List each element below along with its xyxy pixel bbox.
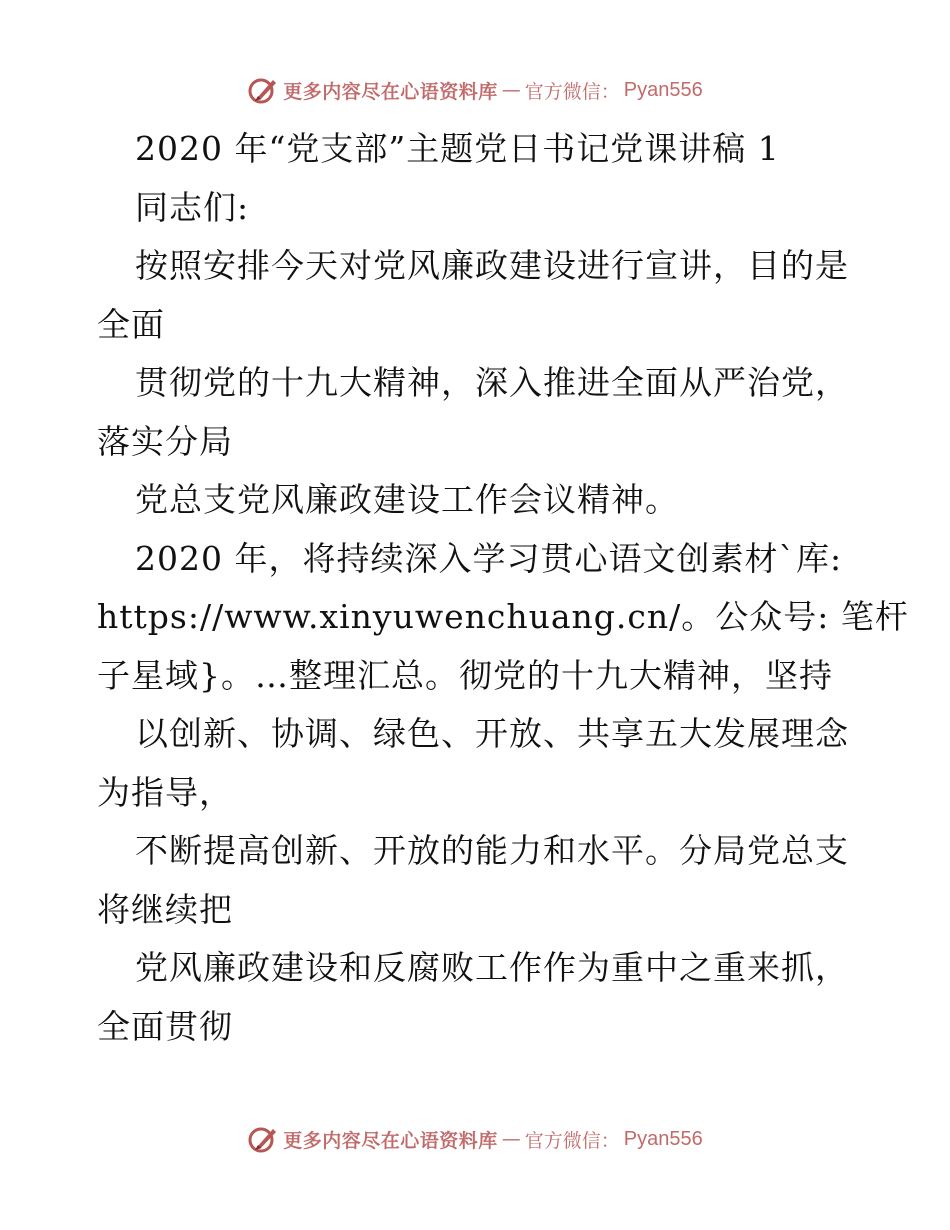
text-line: 全面 <box>97 304 165 344</box>
text-line: 不断提高创新、开放的能力和水平。分局党总支 <box>135 831 849 870</box>
text-line: 落实分局 <box>97 421 233 461</box>
text-line: 贯彻党的十九大精神，深入推进全面从严治党， <box>135 363 849 402</box>
text-line: 为指导， <box>97 772 233 812</box>
text-line: 以创新、协调、绿色、开放、共享五大发展理念 <box>135 714 849 753</box>
text-line: 2020 年“党支部”主题党日书记党课讲稿 1 <box>135 129 780 168</box>
text-line: 全面贯彻 <box>97 1006 233 1046</box>
quill-pen-logo <box>247 74 279 106</box>
footer-wechat-label: 官方微信： <box>524 1129 620 1152</box>
text-line: 同志们: <box>135 187 250 227</box>
header-wechat-label: 官方微信： <box>524 80 620 103</box>
text-line: 子星域}。…整理汇总。彻党的十九大精神，坚持 <box>97 655 833 695</box>
footer-banner <box>0 1119 950 1159</box>
document-body <box>97 120 909 1056</box>
text-line: 党总支党风廉政建设工作会议精神。 <box>135 480 679 519</box>
text-line: 按照安排今天对党风廉政建设进行宣讲，目的是 <box>135 246 849 285</box>
text-line: 党风廉政建设和反腐败工作作为重中之重来抓， <box>135 948 849 987</box>
header-separator: — <box>501 79 521 101</box>
quill-pen-logo <box>247 1123 279 1155</box>
header-banner <box>0 70 950 110</box>
header-wechat-id: Pyan556 <box>623 78 703 101</box>
footer-separator: — <box>501 1128 521 1150</box>
footer-wechat-id: Pyan556 <box>623 1127 703 1150</box>
footer-brand-text: 更多内容尽在心语资料库 <box>283 1129 498 1152</box>
text-line: 将继续把 <box>97 889 233 929</box>
text-line: 2020 年，将持续深入学习贯心语文创素材`库: <box>135 538 843 578</box>
text-line: https://www.xinyuwenchuang.cn/。公众号: 笔杆 <box>97 597 909 636</box>
header-brand-text: 更多内容尽在心语资料库 <box>283 80 498 103</box>
